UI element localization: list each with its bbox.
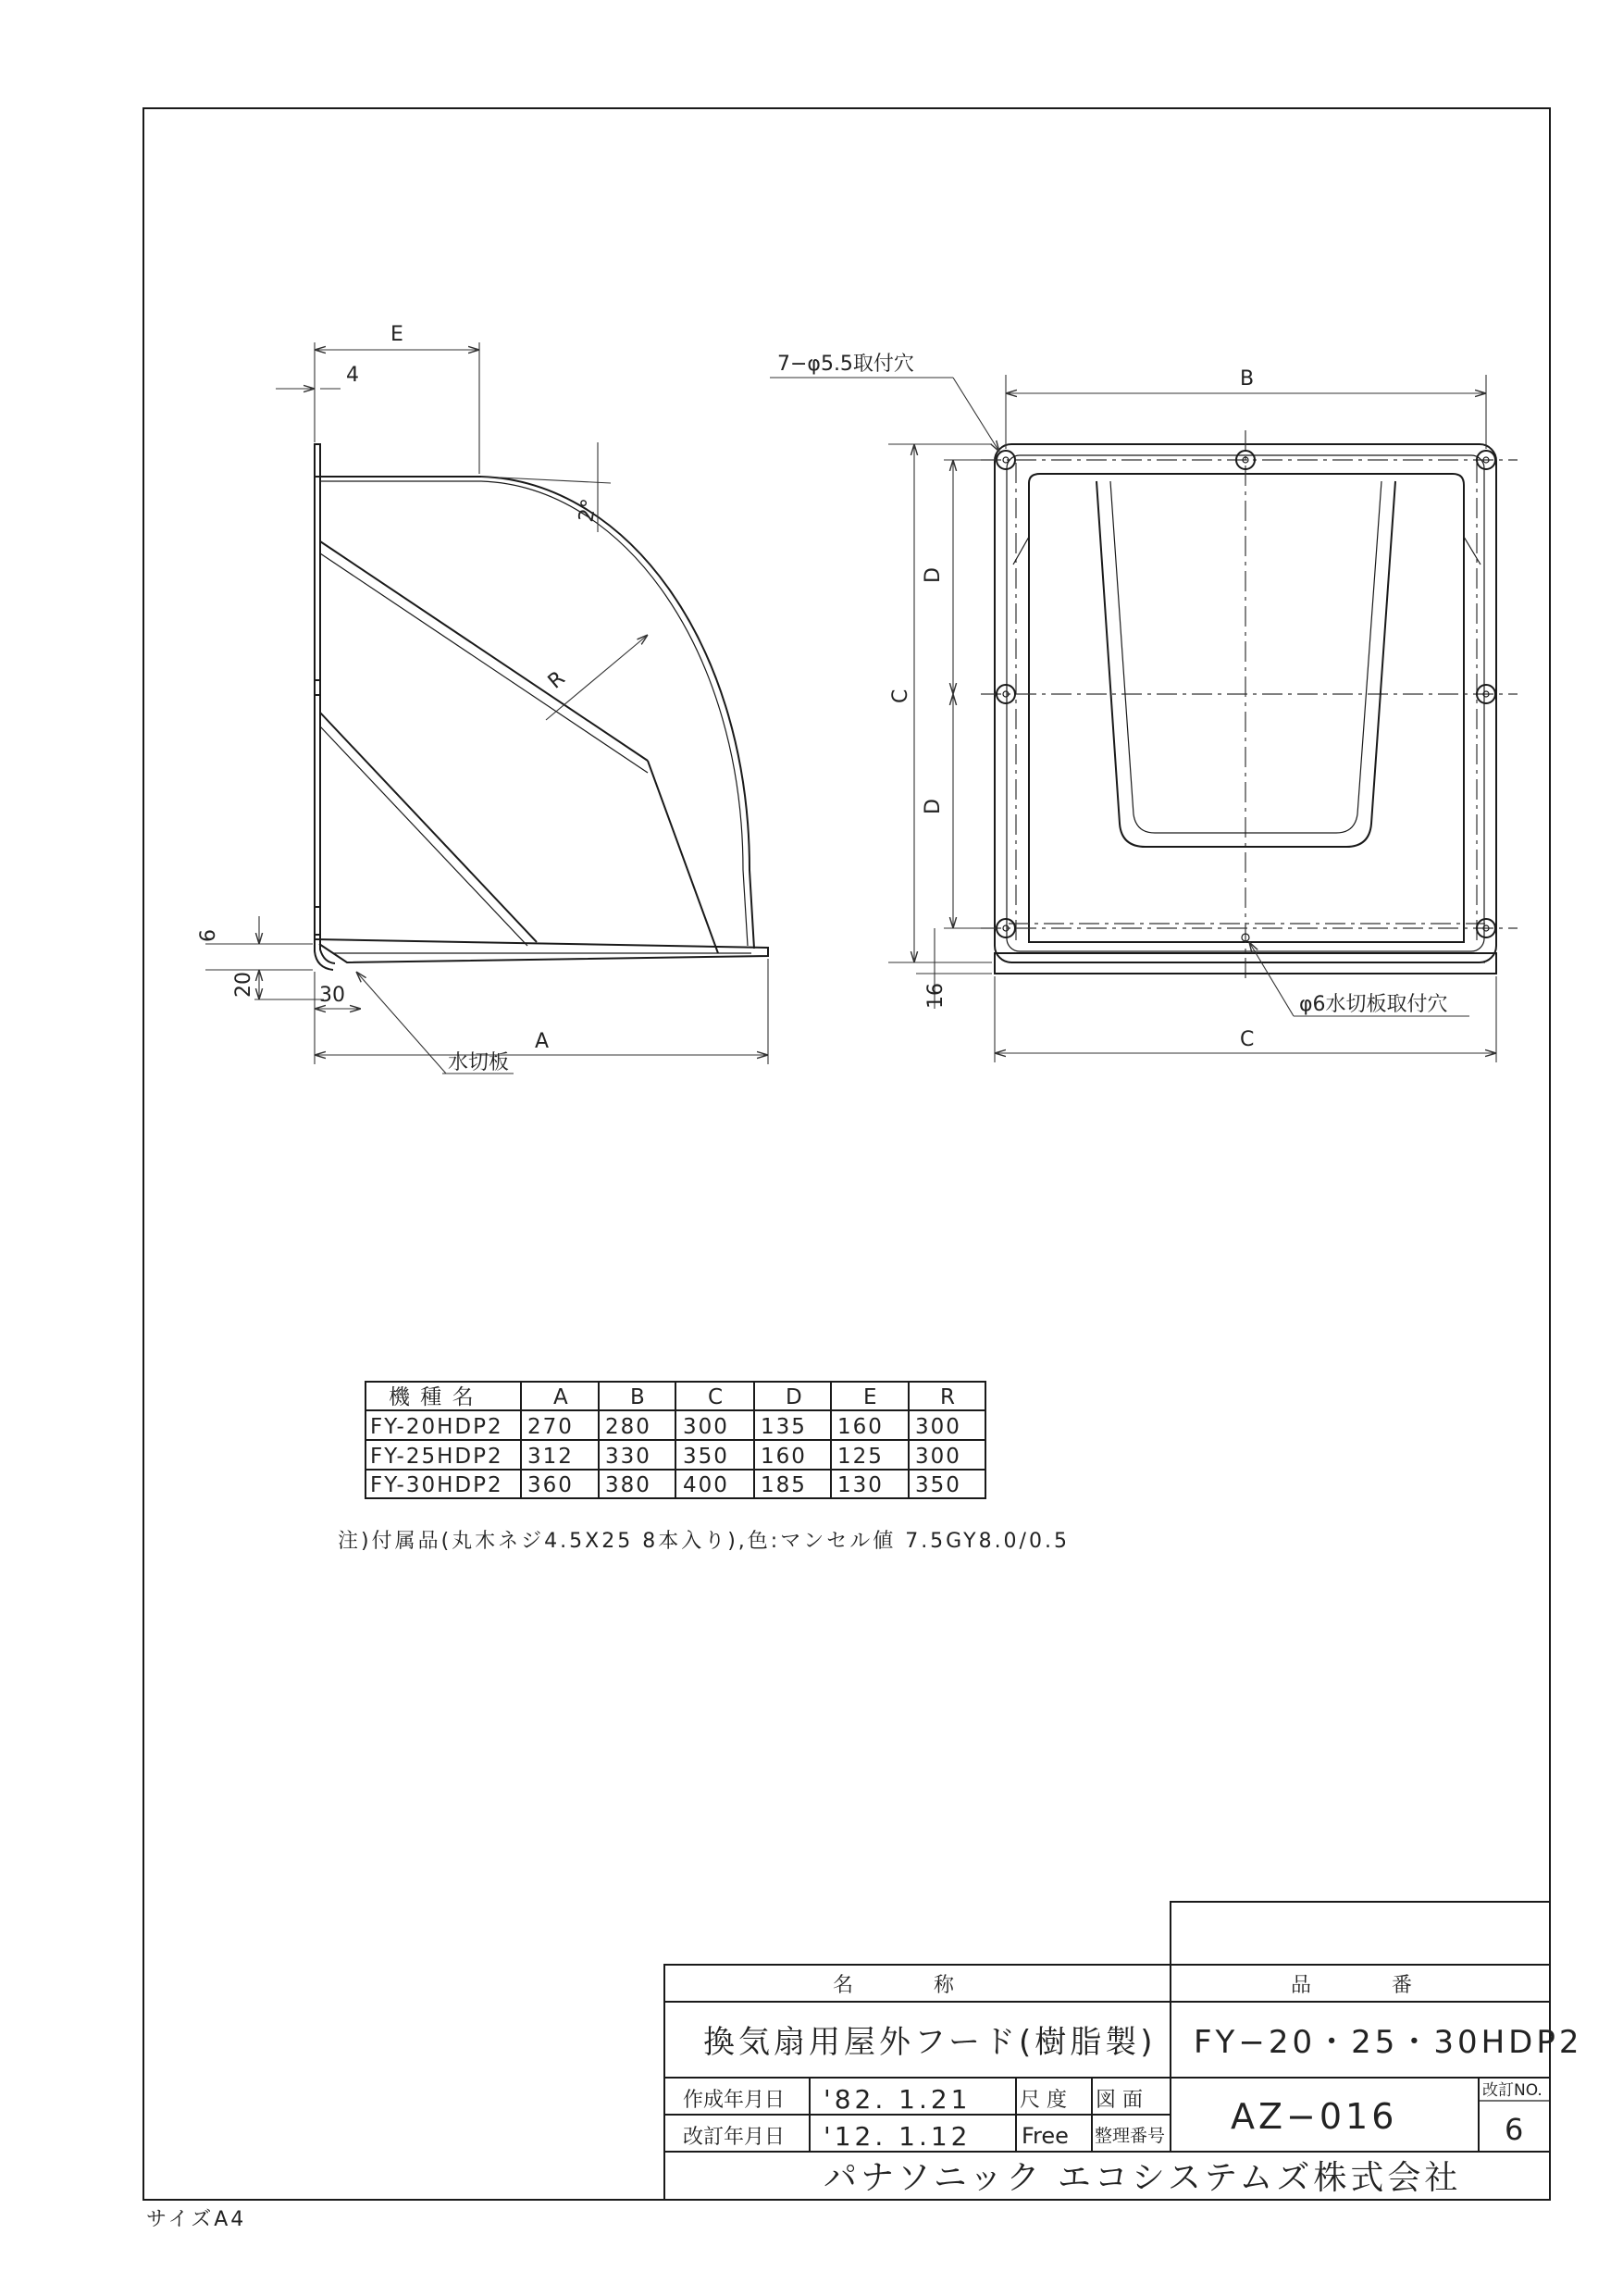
name-header: 名 称 (833, 1974, 991, 1997)
table-header-cell: R (940, 1385, 957, 1409)
created-date: '82. 1.21 (824, 2084, 972, 2115)
sheet-border (143, 108, 1550, 2200)
radius-label: R (543, 666, 570, 694)
angle-label: 2° (575, 497, 602, 525)
dim-d-top-label: D (922, 567, 945, 583)
spec-table (365, 1382, 985, 1498)
table-cell: 350 (915, 1473, 961, 1497)
paper-size: サイズA4 (146, 2208, 247, 2231)
side-view (197, 323, 768, 1074)
table-row (370, 1473, 961, 1497)
product-name: 換気扇用屋外フード(樹脂製) (703, 2024, 1157, 2061)
table-cell: 312 (527, 1445, 574, 1469)
table-cell: 350 (683, 1445, 729, 1469)
table-cell: 400 (683, 1473, 729, 1497)
water-plate-label: 水切板 (448, 1051, 510, 1074)
table-cell: 280 (605, 1415, 651, 1439)
table-cell: 300 (915, 1415, 961, 1439)
rev-value: 6 (1505, 2112, 1528, 2147)
table-header-cell: A (553, 1385, 570, 1409)
dim-c-bottom-label: C (1240, 1028, 1255, 1051)
dim-6-label: 6 (197, 929, 220, 942)
table-row (370, 1445, 961, 1469)
control-label: 整理番号 (1095, 2126, 1166, 2146)
table-row (370, 1415, 961, 1439)
title-block (664, 1902, 1583, 2200)
part-number: FY−20・25・30HDP2 (1194, 2024, 1583, 2061)
scale-value: Free (1022, 2123, 1069, 2149)
table-cell: 300 (915, 1445, 961, 1469)
dim-d-bottom-label: D (922, 799, 945, 814)
company-name: パナソニック エコシステムズ株式会社 (824, 2159, 1462, 2197)
table-cell: 130 (837, 1473, 884, 1497)
table-header-row (389, 1385, 957, 1409)
part-header: 品 番 (1291, 1974, 1449, 1997)
table-cell: 160 (837, 1415, 884, 1439)
drawing-number: AZ−016 (1231, 2096, 1398, 2137)
table-cell: 360 (527, 1473, 574, 1497)
table-header-cell: 機 種 名 (389, 1385, 476, 1409)
table-cell: FY-20HDP2 (370, 1415, 503, 1439)
table-header-cell: C (708, 1385, 725, 1409)
scale-label: 尺 度 (1020, 2089, 1067, 2112)
table-cell: 160 (761, 1445, 807, 1469)
dim-4-label: 4 (346, 364, 359, 387)
water-plate-hole-label: φ6水切板取付穴 (1299, 993, 1448, 1016)
table-header-cell: E (863, 1385, 879, 1409)
rev-label: 改訂NO. (1482, 2081, 1542, 2100)
table-cell: 330 (605, 1445, 651, 1469)
dim-a-label: A (535, 1030, 550, 1053)
table-header-cell: B (630, 1385, 647, 1409)
dim-16-label: 16 (924, 983, 948, 1009)
table-cell: FY-30HDP2 (370, 1473, 503, 1497)
dim-b-label: B (1240, 367, 1255, 391)
holes-label: 7−φ5.5取付穴 (777, 353, 914, 376)
created-label: 作成年月日 (683, 2089, 786, 2112)
dim-c-left-label: C (889, 689, 912, 703)
revised-label: 改訂年月日 (683, 2126, 786, 2149)
drawing-label: 図 面 (1096, 2089, 1143, 2112)
table-cell: 300 (683, 1415, 729, 1439)
revised-date: '12. 1.12 (824, 2121, 972, 2152)
table-header-cell: D (786, 1385, 804, 1409)
table-cell: 125 (837, 1445, 884, 1469)
table-cell: 380 (605, 1473, 651, 1497)
table-cell: FY-25HDP2 (370, 1445, 503, 1469)
table-cell: 185 (761, 1473, 807, 1497)
accessory-note: 注)付属品(丸木ネジ4.5X25 8本入り),色:マンセル値 7.5GY8.0/0.5 (338, 1530, 1070, 1553)
dim-20-label: 20 (232, 972, 255, 998)
dim-30-label: 30 (319, 984, 345, 1007)
dim-e-label: E (390, 323, 403, 346)
front-view (770, 353, 1518, 1062)
table-cell: 270 (527, 1415, 574, 1439)
table-cell: 135 (761, 1415, 807, 1439)
